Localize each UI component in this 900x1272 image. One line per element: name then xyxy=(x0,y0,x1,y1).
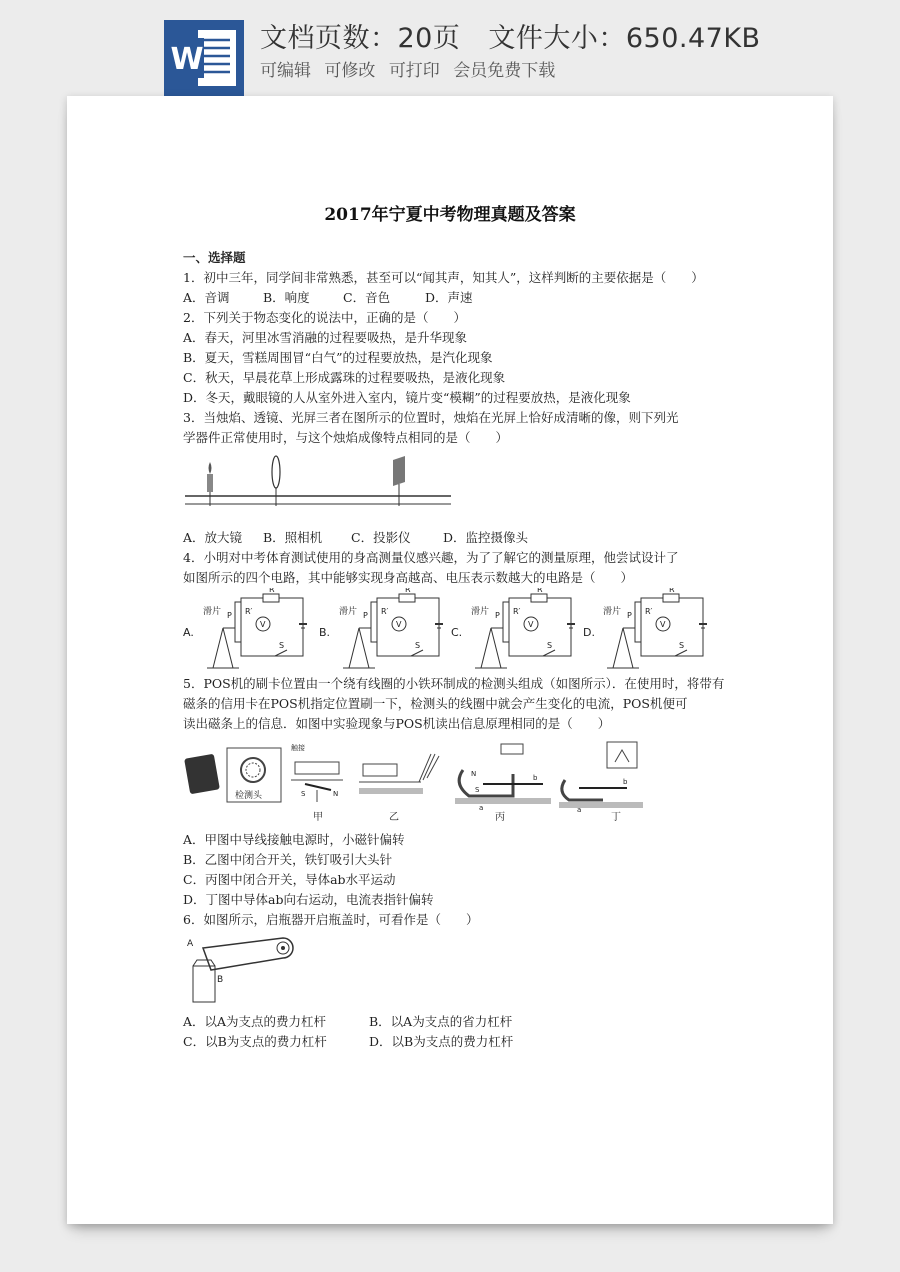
question-4-stem-1: 4．小明对中考体育测试使用的身高测量仪感兴趣，为了了解它的测量原理，他尝试设计了 xyxy=(183,550,679,565)
q6-option-a: A．以A为支点的费力杠杆 xyxy=(183,1014,327,1029)
voltmeter-label: V xyxy=(396,620,402,629)
q2-option-b: B．夏天，雪糕周围冒“白气”的过程要放热，是汽化现象 xyxy=(183,350,493,365)
circuit-option-a xyxy=(183,588,307,668)
q3-option-b: B．照相机 xyxy=(263,530,323,545)
q5-option-b: B．乙图中闭合开关，铁钉吸引大头针 xyxy=(183,852,393,867)
page-count: 文档页数：20页 xyxy=(260,23,461,54)
q5-option-c: C．丙图中闭合开关，导体ab水平运动 xyxy=(183,872,396,887)
slider-label: 滑片 xyxy=(203,607,222,617)
question-2-stem: 2．下列关于物态变化的说法中，正确的是（ ） xyxy=(183,310,466,325)
feature-printable: 可打印 xyxy=(388,61,440,81)
resistor-r2-label: R′ xyxy=(245,607,253,616)
slider-label: 滑片 xyxy=(339,607,358,617)
q5-option-a: A．甲图中导线接触电源时，小磁针偏转 xyxy=(183,832,405,847)
resistor-r2-label: R′ xyxy=(381,607,389,616)
slider-p-label: P xyxy=(495,611,500,620)
banner-features xyxy=(260,56,563,81)
resistor-r2-label: R′ xyxy=(513,607,521,616)
voltmeter-label: V xyxy=(660,620,666,629)
circuit-option-b xyxy=(319,588,443,668)
resistor-r2-label: R′ xyxy=(645,607,653,616)
slider-label: 滑片 xyxy=(603,607,622,617)
question-1-options xyxy=(183,288,743,308)
electromagnet-experiment-icon xyxy=(359,754,439,823)
circuit-label-c: C. xyxy=(451,626,463,639)
document-page xyxy=(67,96,833,1224)
fig-label-detector: 检测头 xyxy=(235,791,263,801)
q1-option-c: C．音色 xyxy=(343,290,391,305)
circuit-label-a: A. xyxy=(183,626,194,639)
file-size: 文件大小：650.47KB xyxy=(488,23,761,54)
slider-label: 滑片 xyxy=(471,607,490,617)
resistor-r-label: R xyxy=(537,588,543,594)
fig-label-jia: 甲 xyxy=(313,812,323,823)
switch-label: S xyxy=(415,641,421,650)
resistor-r-label: R xyxy=(669,588,675,594)
banner-title xyxy=(260,16,761,55)
resistor-r-label: R xyxy=(405,588,411,594)
q3-option-a: A．放大镜 xyxy=(183,530,243,545)
fig-label-bing: 丙 xyxy=(495,812,505,823)
question-3-stem-1: 3．当烛焰、透镜、光屏三者在图所示的位置时，烛焰在光屏上恰好成清晰的像，则下列光 xyxy=(183,410,679,425)
svg-text:S: S xyxy=(301,790,306,798)
svg-text:触接: 触接 xyxy=(291,744,305,752)
feature-member-download: 会员免费下载 xyxy=(453,61,556,81)
motor-experiment-icon xyxy=(455,744,551,823)
svg-text:S: S xyxy=(475,786,480,794)
q1-option-d: D．声速 xyxy=(425,290,473,305)
candle-icon xyxy=(207,462,213,506)
fig-label-yi: 乙 xyxy=(389,812,399,823)
circuit-option-c xyxy=(451,588,575,668)
svg-text:b: b xyxy=(533,774,538,782)
q6-option-d: D．以B为支点的费力杠杆 xyxy=(369,1034,514,1049)
slider-p-label: P xyxy=(627,611,632,620)
word-document-icon xyxy=(164,20,244,96)
question-6-options-row-1 xyxy=(183,1012,743,1032)
q1-option-b: B．响度 xyxy=(263,290,310,305)
section-heading: 一、选择题 xyxy=(183,250,246,265)
q3-option-c: C．投影仪 xyxy=(351,530,411,545)
download-banner xyxy=(0,0,900,96)
slider-p-label: P xyxy=(363,611,368,620)
lens-icon xyxy=(272,456,280,506)
slider-p-label: P xyxy=(227,611,232,620)
bottle-opener-figure xyxy=(183,930,743,1012)
svg-text:b: b xyxy=(623,778,628,786)
circuit-options-figure xyxy=(183,588,743,674)
switch-label: S xyxy=(279,641,285,650)
q2-option-a: A．春天，河里冰雪消融的过程要吸热，是升华现象 xyxy=(183,330,468,345)
pivot-label-a: A xyxy=(187,939,194,949)
circuit-option-d xyxy=(583,588,707,668)
resistor-r-label: R xyxy=(269,588,275,594)
oersted-experiment-icon xyxy=(291,743,343,823)
feature-modifiable: 可修改 xyxy=(324,61,376,81)
svg-text:a: a xyxy=(479,804,484,812)
svg-text:a: a xyxy=(577,806,582,814)
question-5-stem-2: 磁条的信用卡在POS机指定位置刷一下，检测头的线圈中就会产生变化的电流，POS机便可 xyxy=(183,696,688,711)
svg-text:N: N xyxy=(471,770,477,778)
fig-label-ding: 丁 xyxy=(611,812,621,823)
question-1-stem: 1．初中三年，同学间非常熟悉，甚至可以“闻其声，知其人”，这样判断的主要依据是（ ） xyxy=(183,270,704,285)
q2-option-d: D．冬天，戴眼镜的人从室外进入室内，镜片变“模糊”的过程要放热，是液化现象 xyxy=(183,390,631,405)
svg-text:N: N xyxy=(333,790,339,798)
optics-bench-figure xyxy=(183,448,743,528)
q5-option-d: D．丁图中导体ab向右运动，电流表指针偏转 xyxy=(183,892,434,907)
document-content xyxy=(183,248,743,1052)
generator-experiment-icon xyxy=(559,742,643,823)
circuit-label-d: D. xyxy=(583,626,595,639)
feature-editable: 可编辑 xyxy=(260,61,311,81)
question-3-stem-2: 学器件正常使用时，与这个烛焰成像特点相同的是（ ） xyxy=(183,430,509,445)
question-5-stem-1: 5．POS机的刷卡位置由一个绕有线圈的小铁环制成的检测头组成（如图所示）．在使用时，将带有 xyxy=(183,676,725,691)
switch-label: S xyxy=(679,641,685,650)
q3-option-d: D．监控摄像头 xyxy=(443,530,529,545)
document-title: 2017年宁夏中考物理真题及答案 xyxy=(324,205,576,225)
circuit-label-b: B. xyxy=(319,626,331,639)
pos-reader-icon xyxy=(184,748,281,802)
voltmeter-label: V xyxy=(260,620,266,629)
question-4-stem-2: 如图所示的四个电路，其中能够实现身高越高、电压表示数越大的电路是（ ） xyxy=(183,570,634,585)
question-5-stem-3: 读出磁条上的信息．如图中实验现象与POS机读出信息原理相同的是（ ） xyxy=(183,716,611,731)
question-6-options-row-2 xyxy=(183,1032,743,1052)
q6-option-b: B．以A为支点的省力杠杆 xyxy=(369,1014,513,1029)
voltmeter-label: V xyxy=(528,620,534,629)
switch-label: S xyxy=(547,641,553,650)
q6-option-c: C．以B为支点的费力杠杆 xyxy=(183,1034,327,1049)
screen-icon xyxy=(393,456,405,506)
bottle-opener-icon xyxy=(187,938,293,1002)
q1-option-a: A．音调 xyxy=(183,290,230,305)
question-3-options xyxy=(183,528,743,548)
induction-experiments-figure xyxy=(183,734,743,830)
q2-option-c: C．秋天，早晨花草上形成露珠的过程要吸热，是液化现象 xyxy=(183,370,506,385)
pivot-label-b: B xyxy=(217,975,224,985)
svg-text:W: W xyxy=(170,42,204,77)
question-6-stem: 6．如图所示，启瓶器开启瓶盖时，可看作是（ ） xyxy=(183,912,479,927)
